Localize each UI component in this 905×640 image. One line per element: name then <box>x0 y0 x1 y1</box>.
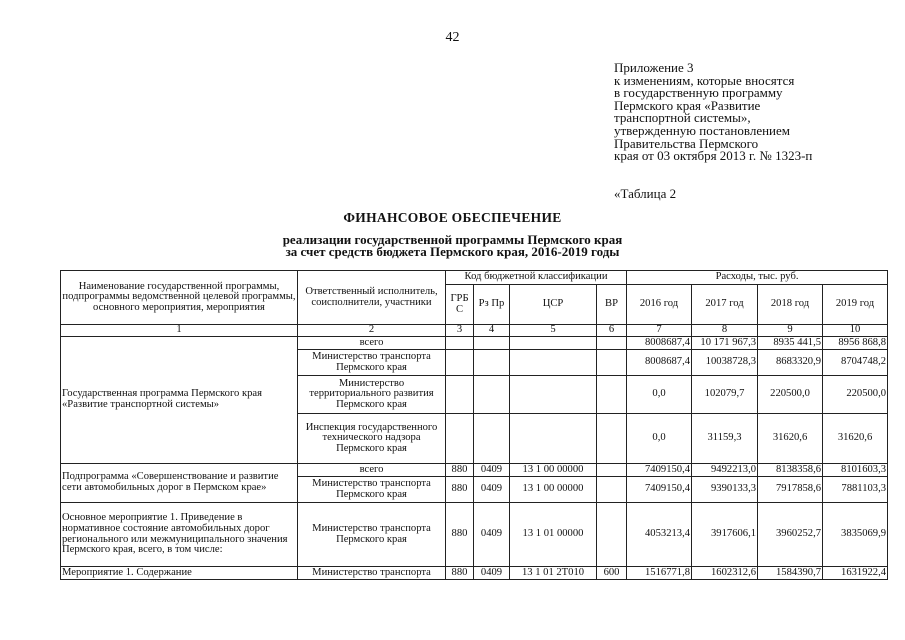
appendix-line: к изменениям, которые вносятся <box>614 72 795 88</box>
grbs-cell: 880 <box>446 477 474 503</box>
vr-cell <box>597 350 627 376</box>
main-activity-name: Основное мероприятие 1. Приведение в нормативное состояние автомобильных дорог регионального или межмуниципального значения Пермского края, всего, в том числе: <box>61 503 298 567</box>
csr-cell: 13 1 00 00000 <box>510 477 597 503</box>
value-2019: 220500,0 <box>823 376 888 414</box>
column-number: 10 <box>823 325 888 337</box>
activity-name: Мероприятие 1. Содержание <box>61 567 298 580</box>
executor-cell: Министерство транспорта <box>298 567 446 580</box>
header-executor: Ответственный исполнитель, соисполнители, участники <box>298 271 446 325</box>
header-csr: ЦСР <box>510 285 597 325</box>
document-subtitle <box>0 234 905 258</box>
csr-cell: 13 1 01 2T010 <box>510 567 597 580</box>
rzpr-cell: 0409 <box>474 464 510 477</box>
csr-cell <box>510 414 597 464</box>
value-2017: 3917606,1 <box>692 503 758 567</box>
table-label: «Таблица 2 <box>614 186 677 201</box>
table-row <box>61 337 888 350</box>
rzpr-cell: 0409 <box>474 477 510 503</box>
value-2018: 8935 441,5 <box>758 337 823 350</box>
grbs-cell <box>446 350 474 376</box>
csr-cell <box>510 376 597 414</box>
value-2017: 1602312,6 <box>692 567 758 580</box>
subtitle-line-2: за счет средств бюджета Пермского края, 2016-2019 годы <box>285 244 620 259</box>
value-2016: 1516771,8 <box>627 567 692 580</box>
value-2017: 9492213,0 <box>692 464 758 477</box>
program-name: Государственная программа Пермского края «Развитие транспортной системы» <box>61 337 298 464</box>
column-number: 7 <box>627 325 692 337</box>
document-title: ФИНАНСОВОЕ ОБЕСПЕЧЕНИЕ <box>343 210 562 225</box>
financing-table <box>60 270 888 580</box>
subprogram-name: Подпрограмма «Совершенствование и развитие сети автомобильных дорог в Пермском крае» <box>61 464 298 503</box>
appendix-line: в государственную программу <box>614 85 783 101</box>
vr-cell <box>597 337 627 350</box>
value-2017: 102079,7 <box>692 376 758 414</box>
column-number: 8 <box>692 325 758 337</box>
rzpr-cell <box>474 350 510 376</box>
rzpr-cell: 0409 <box>474 567 510 580</box>
value-2016: 0,0 <box>627 414 692 464</box>
vr-cell: 600 <box>597 567 627 580</box>
appendix-line: Правительства Пермского <box>614 135 759 151</box>
appendix-line: края от 03 октября 2013 г. № 1323-п <box>614 148 813 164</box>
grbs-cell: 880 <box>446 503 474 567</box>
value-2018: 31620,6 <box>758 414 823 464</box>
value-2018: 8683320,9 <box>758 350 823 376</box>
csr-cell: 13 1 00 00000 <box>510 464 597 477</box>
value-2017: 31159,3 <box>692 414 758 464</box>
appendix-line: утвержденную постановлением <box>614 122 791 138</box>
csr-cell <box>510 350 597 376</box>
value-2016: 7409150,4 <box>627 464 692 477</box>
value-2019: 8101603,3 <box>823 464 888 477</box>
rzpr-cell <box>474 414 510 464</box>
value-2018: 1584390,7 <box>758 567 823 580</box>
value-2017: 10 171 967,3 <box>692 337 758 350</box>
csr-cell <box>510 337 597 350</box>
appendix-line: Пермского края «Развитие <box>614 97 761 113</box>
value-2016: 7409150,4 <box>627 477 692 503</box>
value-2019: 3835069,9 <box>823 503 888 567</box>
header-expenses: Расходы, тыс. руб. <box>627 271 888 285</box>
value-2016: 4053213,4 <box>627 503 692 567</box>
appendix-line: Приложение 3 <box>614 60 694 75</box>
header-budget-code: Код бюджетной классификации <box>446 271 627 285</box>
column-number: 5 <box>510 325 597 337</box>
rzpr-cell <box>474 376 510 414</box>
vr-cell <box>597 376 627 414</box>
value-2016: 8008687,4 <box>627 350 692 376</box>
value-2016: 8008687,4 <box>627 337 692 350</box>
executor-cell: Инспекция государственного технического надзора Пермского края <box>298 414 446 464</box>
rzpr-cell: 0409 <box>474 503 510 567</box>
subtitle-line-1: реализации государственной программы Пермского края <box>282 232 623 247</box>
vr-cell <box>597 464 627 477</box>
grbs-cell: 880 <box>446 464 474 477</box>
value-2019: 7881103,3 <box>823 477 888 503</box>
table-row <box>61 503 888 567</box>
executor-cell: Министерство транспорта Пермского края <box>298 503 446 567</box>
appendix-block <box>614 62 812 163</box>
executor-cell: Министерство транспорта Пермского края <box>298 477 446 503</box>
header-name: Наименование государственной программы, подпрограммы ведомственной целевой программы, основного мероприятия, мероприятия <box>61 271 298 325</box>
column-number: 3 <box>446 325 474 337</box>
executor-cell: Министерство территориального развития Пермского края <box>298 376 446 414</box>
value-2017: 9390133,3 <box>692 477 758 503</box>
grbs-cell <box>446 337 474 350</box>
appendix-line: транспортной системы», <box>614 110 751 126</box>
header-2019: 2019 год <box>823 285 888 325</box>
value-2019: 31620,6 <box>823 414 888 464</box>
rzpr-cell <box>474 337 510 350</box>
grbs-cell <box>446 376 474 414</box>
header-2017: 2017 год <box>692 285 758 325</box>
grbs-cell <box>446 414 474 464</box>
value-2018: 7917858,6 <box>758 477 823 503</box>
value-2018: 3960252,7 <box>758 503 823 567</box>
header-2018: 2018 год <box>758 285 823 325</box>
grbs-cell: 880 <box>446 567 474 580</box>
value-2019: 8704748,2 <box>823 350 888 376</box>
column-number: 6 <box>597 325 627 337</box>
csr-cell: 13 1 01 00000 <box>510 503 597 567</box>
table-row <box>61 464 888 477</box>
vr-cell <box>597 477 627 503</box>
column-number: 2 <box>298 325 446 337</box>
executor-cell: всего <box>298 337 446 350</box>
table-row <box>61 567 888 580</box>
page-number: 42 <box>445 30 460 45</box>
value-2018: 8138358,6 <box>758 464 823 477</box>
column-number: 4 <box>474 325 510 337</box>
header-rzpr: Рз Пр <box>474 285 510 325</box>
header-grbs: ГРБ С <box>446 285 474 325</box>
value-2019: 8956 868,8 <box>823 337 888 350</box>
vr-cell <box>597 414 627 464</box>
value-2018: 220500,0 <box>758 376 823 414</box>
vr-cell <box>597 503 627 567</box>
column-number: 9 <box>758 325 823 337</box>
value-2019: 1631922,4 <box>823 567 888 580</box>
header-2016: 2016 год <box>627 285 692 325</box>
column-number: 1 <box>61 325 298 337</box>
value-2016: 0,0 <box>627 376 692 414</box>
value-2017: 10038728,3 <box>692 350 758 376</box>
header-vr: ВР <box>597 285 627 325</box>
executor-cell: всего <box>298 464 446 477</box>
executor-cell: Министерство транспорта Пермского края <box>298 350 446 376</box>
